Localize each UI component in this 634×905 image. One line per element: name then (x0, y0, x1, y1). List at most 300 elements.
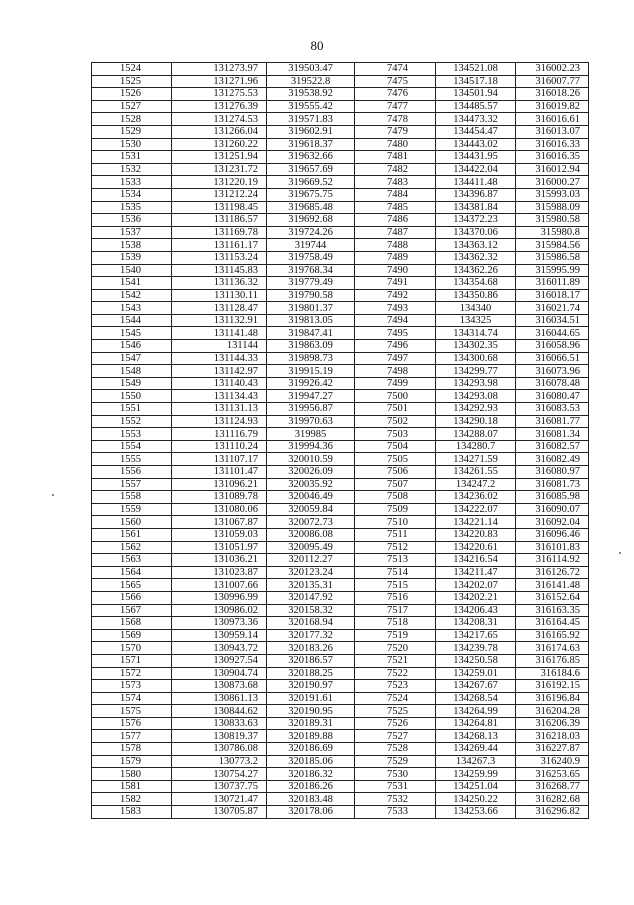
table-cell: 134250.58 (436, 654, 516, 667)
table-cell: 316080.97 (516, 466, 589, 479)
table-cell: 7488 (355, 239, 436, 252)
table-cell: 131142.97 (172, 365, 267, 378)
table-cell: 1576 (92, 717, 172, 730)
table-cell: 316012.94 (516, 163, 589, 176)
table-cell: 320086.08 (267, 528, 355, 541)
table-cell: 1537 (92, 226, 172, 239)
table-cell: 316114.92 (516, 554, 589, 567)
table-cell: 134431.95 (436, 151, 516, 164)
table-cell: 134267.67 (436, 680, 516, 693)
table-cell: 134293.08 (436, 390, 516, 403)
table-cell: 7474 (355, 63, 436, 76)
table-cell: 1547 (92, 352, 172, 365)
table-cell: 319744 (267, 239, 355, 252)
scan-speck (619, 552, 621, 554)
table-cell: 7486 (355, 214, 436, 227)
table-cell: 7498 (355, 365, 436, 378)
table-row (92, 453, 589, 466)
table-row (92, 516, 589, 529)
table-cell: 131141.48 (172, 327, 267, 340)
table-cell: 7506 (355, 466, 436, 479)
coordinates-table (91, 62, 589, 819)
table-cell: 316018.17 (516, 289, 589, 302)
table-cell: 316096.46 (516, 528, 589, 541)
table-row (92, 188, 589, 201)
table-row (92, 264, 589, 277)
table-cell: 7481 (355, 151, 436, 164)
table-cell: 134271.59 (436, 453, 516, 466)
table-cell: 315984.56 (516, 239, 589, 252)
table-row (92, 314, 589, 327)
table-cell: 1548 (92, 365, 172, 378)
table-cell: 1579 (92, 755, 172, 768)
table-cell: 1560 (92, 516, 172, 529)
table-cell: 316204.28 (516, 705, 589, 718)
table-cell: 316080.47 (516, 390, 589, 403)
table-cell: 130721.47 (172, 793, 267, 806)
table-cell: 1527 (92, 100, 172, 113)
table-cell: 319669.52 (267, 176, 355, 189)
table-cell: 7483 (355, 176, 436, 189)
table-cell: 316253.65 (516, 768, 589, 781)
table-cell: 320177.32 (267, 629, 355, 642)
table-cell: 320186.69 (267, 743, 355, 756)
table-cell: 134261.55 (436, 466, 516, 479)
table-cell: 316196.84 (516, 692, 589, 705)
table-cell: 320112.27 (267, 554, 355, 567)
table-row (92, 125, 589, 138)
table-cell: 316002.23 (516, 63, 589, 76)
table-cell: 319522.8 (267, 75, 355, 88)
table-cell: 7533 (355, 806, 436, 819)
table-cell: 316227.87 (516, 743, 589, 756)
table-cell: 134362.32 (436, 251, 516, 264)
table-cell: 131161.17 (172, 239, 267, 252)
table-cell: 316218.03 (516, 730, 589, 743)
table-cell: 319863.09 (267, 340, 355, 353)
table-row (92, 793, 589, 806)
table-cell: 131067.87 (172, 516, 267, 529)
table-row (92, 365, 589, 378)
table-cell: 7507 (355, 478, 436, 491)
table-cell: 134264.99 (436, 705, 516, 718)
table-row (92, 390, 589, 403)
table-cell: 130844.62 (172, 705, 267, 718)
table-cell: 1566 (92, 591, 172, 604)
table-cell: 7487 (355, 226, 436, 239)
table-cell: 134222.07 (436, 503, 516, 516)
table-cell: 130754.27 (172, 768, 267, 781)
table-cell: 131023.87 (172, 566, 267, 579)
table-row (92, 88, 589, 101)
table-cell: 316164.45 (516, 617, 589, 630)
table-cell: 1578 (92, 743, 172, 756)
table-cell: 131273.97 (172, 63, 267, 76)
table-cell: 131274.53 (172, 113, 267, 126)
table-cell: 316013.07 (516, 125, 589, 138)
table-cell: 319970.63 (267, 415, 355, 428)
table-cell: 131144.33 (172, 352, 267, 365)
table-cell: 134325 (436, 314, 516, 327)
table-cell: 7515 (355, 579, 436, 592)
table-cell: 319779.49 (267, 277, 355, 290)
table-cell: 130773.2 (172, 755, 267, 768)
table-cell: 320190.97 (267, 680, 355, 693)
table-cell: 1571 (92, 654, 172, 667)
table-cell: 131051.97 (172, 541, 267, 554)
table-row (92, 566, 589, 579)
table-cell: 131140.43 (172, 377, 267, 390)
table-row (92, 806, 589, 819)
table-cell: 1575 (92, 705, 172, 718)
table-cell: 7476 (355, 88, 436, 101)
table-cell: 131186.57 (172, 214, 267, 227)
table-cell: 134288.07 (436, 428, 516, 441)
table-cell: 1567 (92, 604, 172, 617)
table-cell: 316044.65 (516, 327, 589, 340)
table-cell: 131136.32 (172, 277, 267, 290)
table-cell: 1562 (92, 541, 172, 554)
table-cell: 319602.91 (267, 125, 355, 138)
table-cell: 7501 (355, 403, 436, 416)
table-cell: 320026.09 (267, 466, 355, 479)
table-cell: 319994.36 (267, 440, 355, 453)
table-cell: 316019.82 (516, 100, 589, 113)
table-row (92, 440, 589, 453)
table-cell: 134217.65 (436, 629, 516, 642)
table-cell: 7524 (355, 692, 436, 705)
table-cell: 319813.05 (267, 314, 355, 327)
table-cell: 319503.47 (267, 63, 355, 76)
table-row (92, 163, 589, 176)
table-cell: 1559 (92, 503, 172, 516)
table-cell: 131198.45 (172, 201, 267, 214)
table-row (92, 503, 589, 516)
table-cell: 131036.21 (172, 554, 267, 567)
table-cell: 320178.06 (267, 806, 355, 819)
table-cell: 316282.68 (516, 793, 589, 806)
table-cell: 320186.32 (267, 768, 355, 781)
table-cell: 134247.2 (436, 478, 516, 491)
table-cell: 134521.08 (436, 63, 516, 76)
table-cell: 134292.93 (436, 403, 516, 416)
table-cell: 134211.47 (436, 566, 516, 579)
table-cell: 1540 (92, 264, 172, 277)
table-cell: 131145.83 (172, 264, 267, 277)
table-cell: 134300.68 (436, 352, 516, 365)
table-cell: 316090.07 (516, 503, 589, 516)
table-cell: 316016.33 (516, 138, 589, 151)
table-cell: 320189.88 (267, 730, 355, 743)
table-cell: 131251.94 (172, 151, 267, 164)
table-cell: 1526 (92, 88, 172, 101)
table-cell: 134202.07 (436, 579, 516, 592)
table-cell: 7530 (355, 768, 436, 781)
table-cell: 1531 (92, 151, 172, 164)
table-row (92, 755, 589, 768)
table-cell: 7496 (355, 340, 436, 353)
table-cell: 316073.96 (516, 365, 589, 378)
table-row (92, 214, 589, 227)
table-cell: 134236.02 (436, 491, 516, 504)
table-cell: 7513 (355, 554, 436, 567)
table-cell: 1568 (92, 617, 172, 630)
table-cell: 316152.64 (516, 591, 589, 604)
table-cell: 320010.59 (267, 453, 355, 466)
table-cell: 131089.78 (172, 491, 267, 504)
table-cell: 7484 (355, 188, 436, 201)
table-cell: 1554 (92, 440, 172, 453)
table-cell: 7489 (355, 251, 436, 264)
table-cell: 134220.83 (436, 528, 516, 541)
table-cell: 130986.02 (172, 604, 267, 617)
table-cell: 134208.31 (436, 617, 516, 630)
table-cell: 316192.15 (516, 680, 589, 693)
table-cell: 1570 (92, 642, 172, 655)
table-cell: 319632.66 (267, 151, 355, 164)
table-cell: 134362.26 (436, 264, 516, 277)
table-cell: 131101.47 (172, 466, 267, 479)
table-cell: 7509 (355, 503, 436, 516)
table-cell: 320059.84 (267, 503, 355, 516)
table-cell: 319675.75 (267, 188, 355, 201)
table-cell: 131130.11 (172, 289, 267, 302)
table-cell: 131144 (172, 340, 267, 353)
table-cell: 1580 (92, 768, 172, 781)
table-cell: 131059.03 (172, 528, 267, 541)
table-cell: 319790.58 (267, 289, 355, 302)
table-cell: 134454.47 (436, 125, 516, 138)
table-row (92, 680, 589, 693)
table-cell: 7482 (355, 163, 436, 176)
table-cell: 316101.83 (516, 541, 589, 554)
table-cell: 1558 (92, 491, 172, 504)
table-cell: 7517 (355, 604, 436, 617)
table-cell: 134239.78 (436, 642, 516, 655)
table-cell: 131134.43 (172, 390, 267, 403)
table-cell: 134264.81 (436, 717, 516, 730)
table-row (92, 226, 589, 239)
table-row (92, 768, 589, 781)
table-cell: 131271.96 (172, 75, 267, 88)
table-cell: 134517.18 (436, 75, 516, 88)
table-cell: 134259.01 (436, 667, 516, 680)
page-number: 80 (310, 38, 324, 53)
table-cell: 1551 (92, 403, 172, 416)
table-cell: 319555.42 (267, 100, 355, 113)
table-cell: 1581 (92, 780, 172, 793)
table-cell: 316082.57 (516, 440, 589, 453)
table-cell: 1524 (92, 63, 172, 76)
table-cell: 7493 (355, 302, 436, 315)
table-cell: 320072.73 (267, 516, 355, 529)
table-cell: 320046.49 (267, 491, 355, 504)
table-cell: 319685.48 (267, 201, 355, 214)
table-cell: 316081.73 (516, 478, 589, 491)
table-cell: 7497 (355, 352, 436, 365)
table-cell: 1557 (92, 478, 172, 491)
table-cell: 130927.54 (172, 654, 267, 667)
table-cell: 7522 (355, 667, 436, 680)
table-row (92, 554, 589, 567)
table-cell: 7511 (355, 528, 436, 541)
table-row (92, 743, 589, 756)
table-cell: 7521 (355, 654, 436, 667)
table-cell: 1582 (92, 793, 172, 806)
table-cell: 316018.26 (516, 88, 589, 101)
table-cell: 7478 (355, 113, 436, 126)
table-row (92, 428, 589, 441)
table-cell: 131124.93 (172, 415, 267, 428)
table-cell: 7516 (355, 591, 436, 604)
table-row (92, 277, 589, 290)
table-cell: 134216.54 (436, 554, 516, 567)
table-cell: 1542 (92, 289, 172, 302)
table-cell: 134253.66 (436, 806, 516, 819)
table-cell: 1533 (92, 176, 172, 189)
table-cell: 130904.74 (172, 667, 267, 680)
table-cell: 131116.79 (172, 428, 267, 441)
table-cell: 134206.43 (436, 604, 516, 617)
table-cell: 7518 (355, 617, 436, 630)
table-cell: 134302.35 (436, 340, 516, 353)
table-cell: 134443.02 (436, 138, 516, 151)
table-cell: 134350.86 (436, 289, 516, 302)
table-row (92, 151, 589, 164)
table-cell: 320186.57 (267, 654, 355, 667)
table-cell: 319758.49 (267, 251, 355, 264)
table-cell: 7508 (355, 491, 436, 504)
table-row (92, 541, 589, 554)
table-cell: 130705.87 (172, 806, 267, 819)
table-cell: 134259.99 (436, 768, 516, 781)
table-cell: 316011.89 (516, 277, 589, 290)
table-row (92, 579, 589, 592)
table-cell: 131220.19 (172, 176, 267, 189)
table-cell: 1552 (92, 415, 172, 428)
table-cell: 134221.14 (436, 516, 516, 529)
table-cell: 131007.66 (172, 579, 267, 592)
table-cell: 316085.98 (516, 491, 589, 504)
table-row (92, 478, 589, 491)
table-cell: 315995.99 (516, 264, 589, 277)
table-row (92, 730, 589, 743)
table-row (92, 63, 589, 76)
table-cell: 320135.31 (267, 579, 355, 592)
table-cell: 319618.37 (267, 138, 355, 151)
table-cell: 134501.94 (436, 88, 516, 101)
table-row (92, 667, 589, 680)
table-row (92, 251, 589, 264)
table-cell: 316163.35 (516, 604, 589, 617)
table-cell: 316066.51 (516, 352, 589, 365)
table-cell: 316034.51 (516, 314, 589, 327)
table-cell: 320191.61 (267, 692, 355, 705)
table-row (92, 176, 589, 189)
table-cell: 1529 (92, 125, 172, 138)
table-row (92, 629, 589, 642)
table-cell: 134396.87 (436, 188, 516, 201)
table-cell: 130861.13 (172, 692, 267, 705)
table-cell: 134280.7 (436, 440, 516, 453)
table-cell: 1550 (92, 390, 172, 403)
table-cell: 316176.85 (516, 654, 589, 667)
table-cell: 316092.04 (516, 516, 589, 529)
table-row (92, 201, 589, 214)
table-cell: 319898.73 (267, 352, 355, 365)
table-row (92, 654, 589, 667)
table-cell: 316078.48 (516, 377, 589, 390)
table-cell: 1572 (92, 667, 172, 680)
table-cell: 316083.53 (516, 403, 589, 416)
table-cell: 1535 (92, 201, 172, 214)
table-row (92, 415, 589, 428)
table-cell: 131107.17 (172, 453, 267, 466)
table-cell: 315980.58 (516, 214, 589, 227)
table-cell: 320186.26 (267, 780, 355, 793)
table-cell: 320185.06 (267, 755, 355, 768)
table-cell: 320188.25 (267, 667, 355, 680)
table-cell: 1530 (92, 138, 172, 151)
table-cell: 7490 (355, 264, 436, 277)
table-cell: 134220.61 (436, 541, 516, 554)
table-cell: 316126.72 (516, 566, 589, 579)
table-cell: 7492 (355, 289, 436, 302)
table-cell: 316058.96 (516, 340, 589, 353)
table-cell: 319692.68 (267, 214, 355, 227)
table-cell: 316082.49 (516, 453, 589, 466)
table-cell: 130943.72 (172, 642, 267, 655)
table-row (92, 642, 589, 655)
table-cell: 131153.24 (172, 251, 267, 264)
table-cell: 1564 (92, 566, 172, 579)
table-cell: 131231.72 (172, 163, 267, 176)
table-cell: 134314.74 (436, 327, 516, 340)
table-row (92, 377, 589, 390)
table-cell: 134299.77 (436, 365, 516, 378)
table-cell: 316240.9 (516, 755, 589, 768)
table-cell: 130873.68 (172, 680, 267, 693)
table-cell: 134269.44 (436, 743, 516, 756)
table-row (92, 705, 589, 718)
table-cell: 316000.27 (516, 176, 589, 189)
table-cell: 134485.57 (436, 100, 516, 113)
table-row (92, 289, 589, 302)
table-cell: 1563 (92, 554, 172, 567)
table-row (92, 528, 589, 541)
table-cell: 7527 (355, 730, 436, 743)
table-cell: 1545 (92, 327, 172, 340)
table-row (92, 403, 589, 416)
table-cell: 7519 (355, 629, 436, 642)
table-cell: 1565 (92, 579, 172, 592)
table-cell: 320168.94 (267, 617, 355, 630)
table-cell: 7528 (355, 743, 436, 756)
table-cell: 315986.58 (516, 251, 589, 264)
table-cell: 1555 (92, 453, 172, 466)
table-cell: 134372.23 (436, 214, 516, 227)
table-cell: 7531 (355, 780, 436, 793)
table-cell: 316081.34 (516, 428, 589, 441)
table-cell: 320158.32 (267, 604, 355, 617)
table-cell: 131110.24 (172, 440, 267, 453)
table-cell: 1541 (92, 277, 172, 290)
table-cell: 316016.35 (516, 151, 589, 164)
table-row (92, 113, 589, 126)
table-cell: 7495 (355, 327, 436, 340)
table-row (92, 340, 589, 353)
table-cell: 134268.54 (436, 692, 516, 705)
